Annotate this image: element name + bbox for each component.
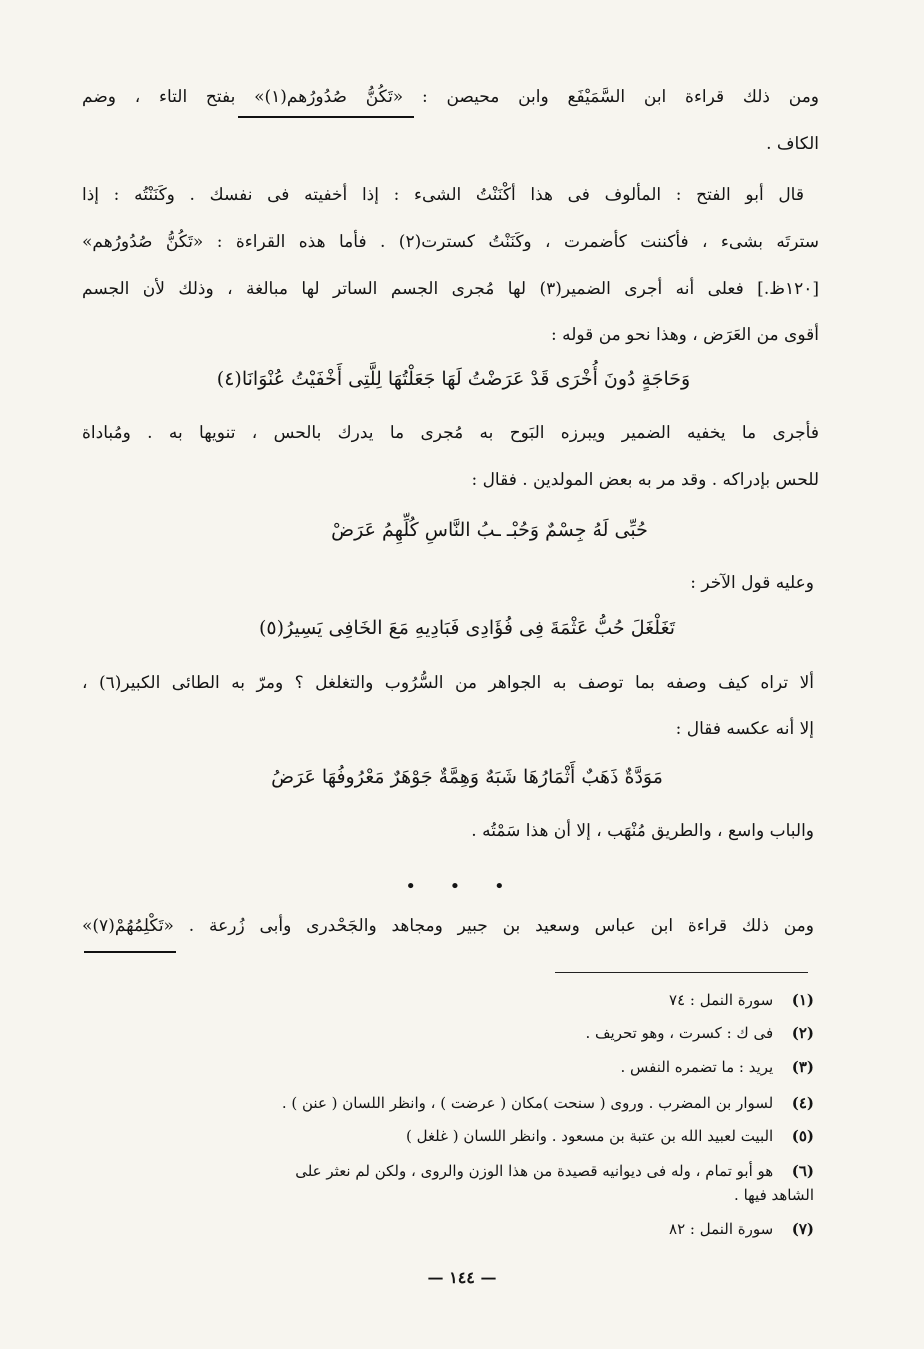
footnote-6 [86, 1159, 814, 1183]
text-line-1: ومن ذلك قراءة ابن السَّمَيْفَع وابن محيصن : «تَكُنُّ صُدُورُهم(١)» بفتح التاء ، وضم [82, 87, 819, 107]
footnote-6-continued [86, 1183, 814, 1207]
text-line-10: ألا تراه كيف وصفه بما توصف به الجواهر من السُّرُوب والتغلغل ؟ ومرّ به الطائى الكبير(٦) ، [82, 673, 814, 693]
quran-underline-1 [238, 116, 414, 118]
footnote-text: لسوار بن المضرب . وروى ( سنحت )مكان ( عرضت ) ، وانظر اللسان ( عنن ) . [281, 1094, 774, 1112]
footnote-7 [86, 1217, 814, 1241]
footnote-number: (٦) [791, 1162, 814, 1180]
footnote-text: هو أبو تمام ، وله فى ديوانيه قصيدة من هذا الوزن والروى ، ولكن لم نعثر على [295, 1162, 774, 1180]
verse-2: حُبِّى لَهُ جِسْمٌ وَحُبْـ ـبُ النَّاسِ كُلِّهِمُ عَرَضْ [331, 519, 648, 541]
quran-underline-2 [84, 951, 176, 953]
text-line-2: الكاف . [766, 134, 819, 154]
text-line-9: وعليه قول الآخر : [690, 573, 814, 593]
text-line-13: ومن ذلك قراءة ابن عباس وسعيد بن جبير ومجاهد والجَحْدرى وأبى زُرعة . «تَكْلِمُهُمْ(٧)» [82, 916, 814, 936]
footnote-number: (٧) [791, 1220, 814, 1238]
verse-1: وَحَاجَةٍ دُونَ أُخْرَى قَدْ عَرَضْتُ لَهَا جَعَلْتُهَا لِلَّتِى أَخْفَيْتُ عُنْوَانَا(٤) [216, 368, 691, 390]
text-line-3: قال أبو الفتح : المألوف فى هذا أكْنَنْتُ الشىء : إذا أخفيته فى نفسك . وكَنَنْتُه : إذا [82, 185, 804, 205]
text-line-5: [١٢٠ظ.] فعلى أنه أجرى الضمير(٣) لها مُجرى الجسم الساتر لها مبالغة ، وذلك لأن الجسم [82, 279, 819, 299]
footnote-text: البيت لعبيد الله بن عتبة بن مسعود . وانظر اللسان ( غلغل ) [405, 1127, 774, 1145]
footnote-separator [555, 972, 808, 973]
text-line-8: للحس بإدراكه . وقد مر به بعض المولدين . فقال : [471, 470, 819, 490]
footnote-text: الشاهد فيها . [734, 1186, 814, 1204]
footnote-number: (١) [791, 991, 814, 1009]
footnote-text: سورة النمل : ٨٢ [669, 1220, 774, 1238]
text-line-7: فأجرى ما يخفيه الضمير ويبرزه البَوح به مُجرى ما يدرك بالحس ، تنويها به . ومُباداة [82, 423, 819, 443]
footnote-number: (٤) [791, 1094, 814, 1112]
footnote-number: (٥) [791, 1127, 814, 1145]
text-line-12: والباب واسع ، والطريق مُنْهَب ، إلا أن هذا سَمْتُه . [471, 821, 814, 841]
page-number: — ١٤٤ — [427, 1268, 497, 1287]
footnote-number: (٣) [791, 1058, 814, 1076]
footnote-4 [86, 1091, 814, 1115]
text-line-11: إلا أنه عكسه فقال : [675, 719, 814, 739]
text-line-4: سترتَه بشىء ، فأكننت كأضمرت ، وكَنَنْتُ كسترت(٢) . فأما هذه القراءة : «تَكُنُّ صُدُورُهم» [82, 232, 819, 252]
footnote-number: (٢) [791, 1024, 814, 1042]
footnote-text: سورة النمل : ٧٤ [669, 991, 774, 1009]
footnote-3 [86, 1055, 814, 1079]
verse-4: مَوَدَّةٌ ذَهَبٌ أَثْمَارُهَا شَبَهٌ وَهِمَّةٌ جَوْهَرٌ مَعْرُوفُهَا عَرَضُ [271, 766, 663, 788]
verse-3: تَغَلْغَلَ حُبُّ عَثْمَةَ فِى فُؤَادِى فَبَادِيهِ مَعَ الخَافِى يَسِيرُ(٥) [258, 617, 676, 639]
footnote-5 [86, 1124, 814, 1148]
section-separator: • • • [405, 876, 519, 897]
footnote-text: فى ك : كسرت ، وهو تحريف . [585, 1024, 774, 1042]
footnote-text: يريد : ما تضمره النفس . [620, 1058, 774, 1076]
footnote-1 [86, 988, 814, 1012]
text-line-6: أقوى من العَرَض ، وهذا نحو من قوله : [550, 325, 819, 345]
footnote-2 [86, 1021, 814, 1045]
